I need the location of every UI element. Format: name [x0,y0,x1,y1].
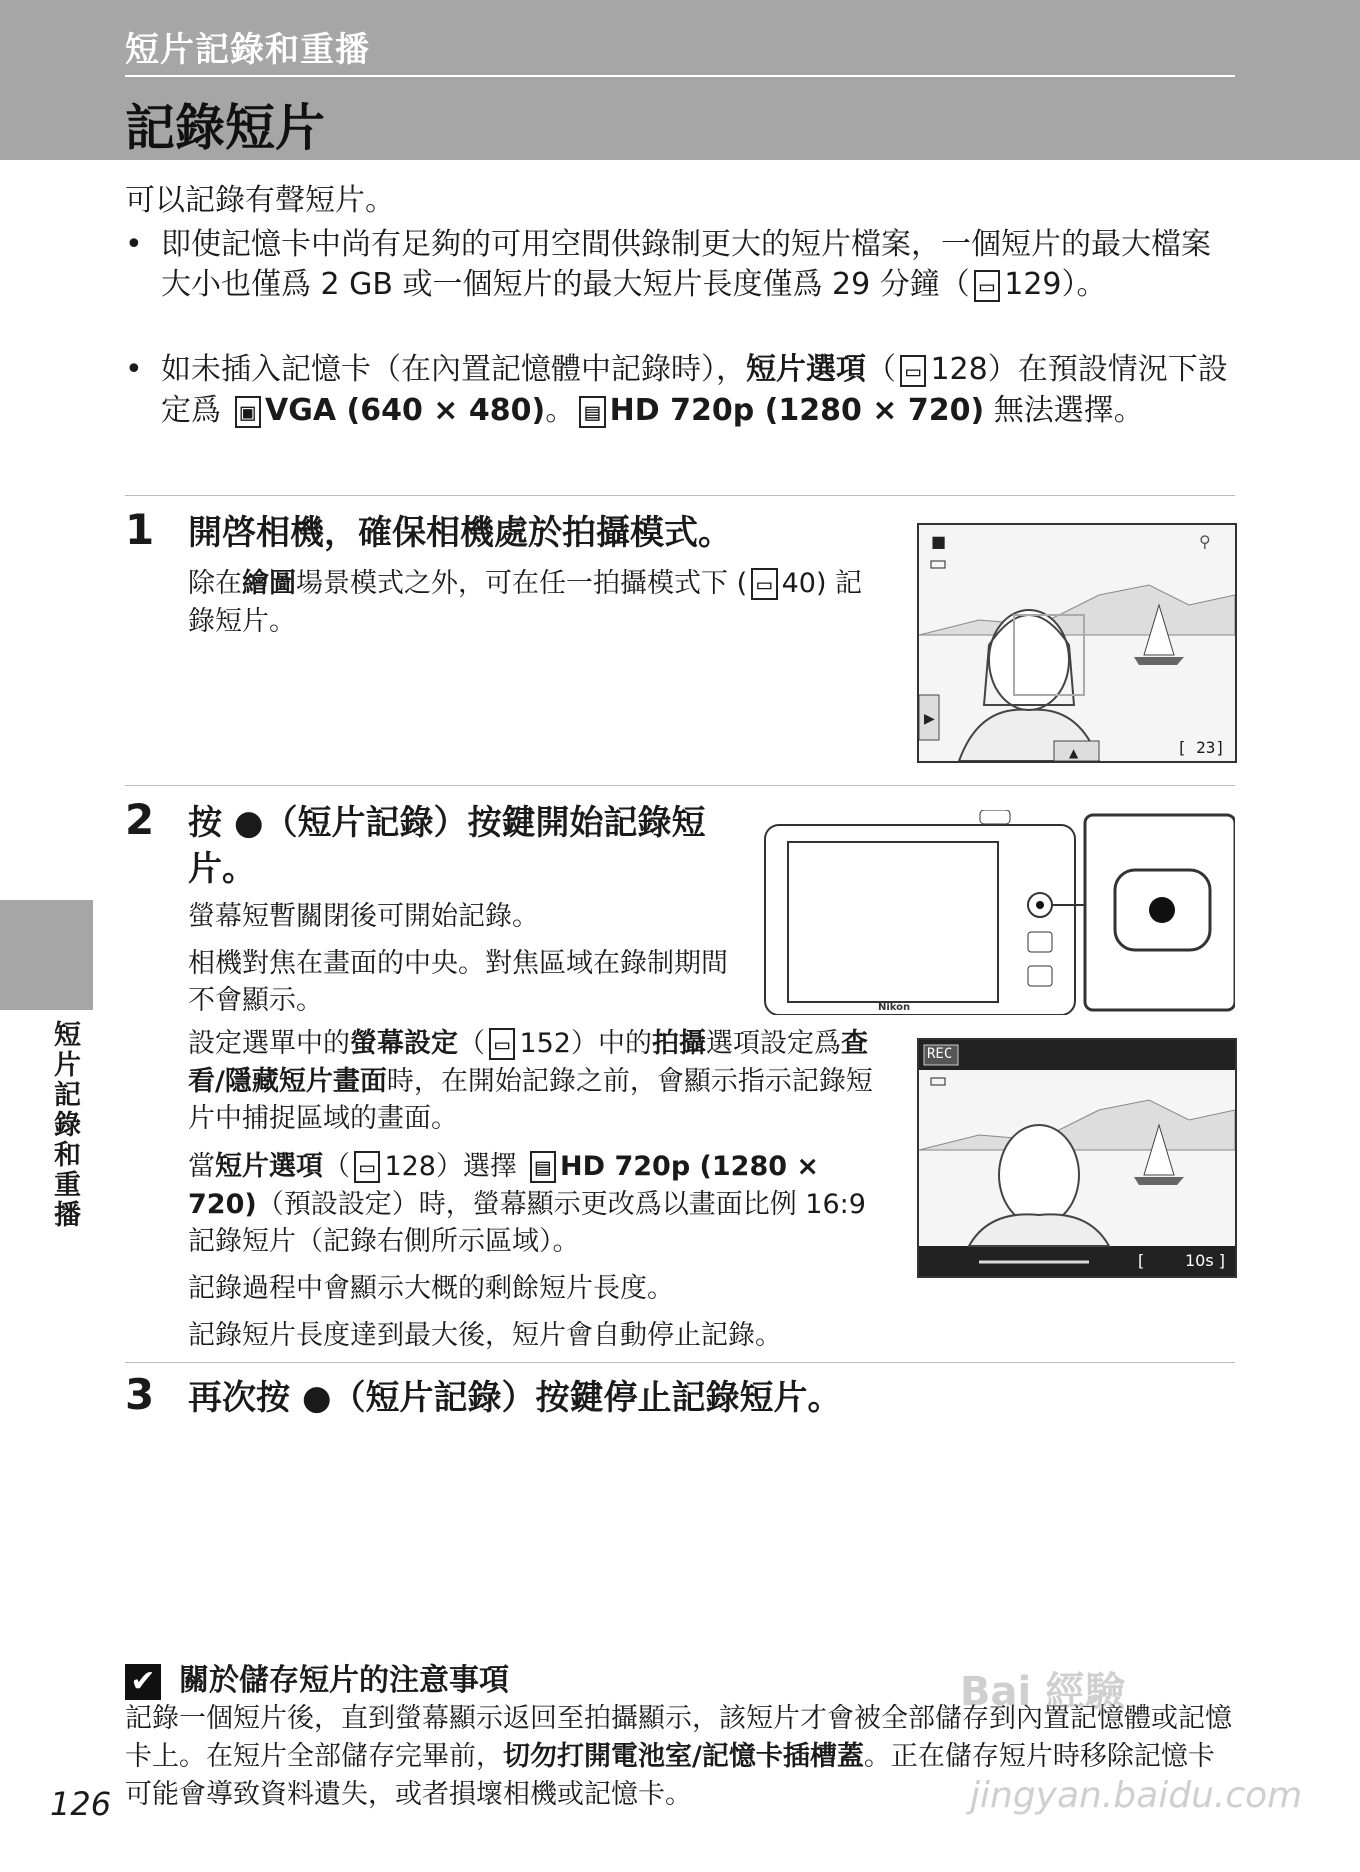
bullet-dot: • [125,352,143,387]
text: ）中的 [571,1028,652,1059]
drawing-label: 繪圖 [242,568,296,599]
hd720-icon: ▤ [530,1151,556,1183]
book-ref-icon: ▭ [489,1028,515,1060]
hd720-label: HD 720p (1280 × 720) [609,393,985,428]
step-3-number: 3 [125,1370,155,1419]
vga-icon: ▣ [235,396,261,428]
step-2-para-3 [188,1025,888,1137]
text: 時，在開始記錄之前，會顯示指示記錄短片中捕捉區域的畫面。 [188,1066,873,1134]
divider [125,1362,1235,1363]
intro-text: 可以記錄有聲短片。 [125,183,395,218]
bullet-text: ）在預設情況下設定爲 [161,352,1228,428]
book-ref-icon: ▭ [751,568,777,600]
book-ref-icon: ▭ [354,1151,380,1183]
warning-bold: 切勿打開電池室/記憶卡插槽蓋 [503,1741,864,1772]
page-ref: 128 [930,352,988,387]
monitor-settings-label: 螢幕設定 [350,1028,458,1059]
step-1-number: 1 [125,505,155,554]
vga-label: VGA (640 × 480) [265,393,546,428]
step-1-text [188,565,888,640]
text: （預設設定）時，螢幕顯示更改爲以畫面比例 16:9 記錄短片（記錄右側所示區域）。 [188,1189,866,1257]
shooting-label: 拍攝 [652,1028,706,1059]
bullet-1 [125,225,1235,306]
step-2-para-4 [188,1148,888,1260]
shots-remaining: [ 23] [1176,738,1225,757]
note-title-text: 關於儲存短片的注意事項 [179,1663,509,1698]
page-number: 126 [50,1785,112,1823]
step-2-para-2: 相機對焦在畫面的中央。對焦區域在錄制期間不會顯示。 [188,948,728,1016]
bullet-text: （ [866,352,896,387]
header-band [0,0,1360,160]
svg-text:⚲: ⚲ [1199,532,1211,551]
divider [125,495,1235,496]
text: 除在 [188,568,242,599]
header-rule [125,75,1235,77]
bullet-2 [125,350,1235,432]
watermark-url: jingyan.baidu.com [970,1775,1303,1816]
hd720-icon: ▤ [579,396,605,428]
shots-counter: 23 [1196,738,1216,757]
bullet-dot: • [125,227,143,262]
rec-indicator: REC [927,1046,953,1062]
remaining-time: [ 10s ] [1138,1251,1225,1270]
step-2-number: 2 [125,795,155,844]
step-1-title: 開啓相機，確保相機處於拍攝模式。 [188,513,732,553]
hd720-label: HD 720p (1280 × 720) [188,1151,820,1220]
page-title: 記錄短片 [125,99,325,157]
page-ref: 152 [519,1028,571,1059]
note-title [125,1655,509,1700]
bullet-text: 。 [545,393,576,428]
recording-scene-illustration [919,1040,1235,1276]
step-2-para-6: 記錄短片長度達到最大後，短片會自動停止記錄。 [188,1320,782,1351]
page-ref: 128 [384,1151,436,1182]
page-ref: 40 [781,568,816,599]
bullet-text: 無法選擇。 [984,393,1144,428]
time-value: 10s [1184,1251,1214,1270]
book-ref-icon: ▭ [900,355,926,387]
text: 設定選單中的 [188,1028,350,1059]
page-ref: 129 [1004,267,1062,302]
camera-back-illustration [760,810,1235,1015]
side-tab-label: 短片記錄和重播 [49,1020,80,1230]
text: （ [323,1151,350,1182]
watermark-logo: Bai 經驗 [960,1669,1126,1715]
text: （ [458,1028,485,1059]
bullet-tail: ）。 [1061,267,1107,302]
chapter-title: 短片記錄和重播 [125,30,370,70]
text: 記錄一個短片後，直到螢幕顯示返回至拍攝顯示，該短片才會被全部儲存到內置記憶體或記憶卡上。在短片全部儲存完畢前， [125,1703,1232,1772]
checkmark-icon: ✔ [125,1664,161,1700]
movie-record-button-icon [1149,897,1175,923]
bullet-text: 如未插入記憶卡（在內置記憶體中記錄時）， [161,352,746,387]
svg-text:■: ■ [931,532,947,551]
movie-options-label: 短片選項 [215,1151,323,1182]
text: 場景模式之外，可在任一拍攝模式下 ( [296,568,748,599]
movie-options-label: 短片選項 [746,352,866,387]
text: 。正在儲存短片時移除記憶卡可能會導致資料遺失，或者損壞相機或記憶卡。 [125,1741,1215,1810]
side-tab [0,900,93,1010]
show-hide-label: 查看/隱藏短片畫面 [188,1028,868,1097]
step-2-para-1: 螢幕短暫關閉後可開始記錄。 [188,901,539,932]
camera-screen-recording [917,1038,1237,1278]
step-2-title: 按 ●（短片記錄）按鍵開始記錄短片。 [188,803,706,889]
bullet-text: 即使記憶卡中尚有足夠的可用空間供錄制更大的短片檔案，一個短片的最大檔案大小也僅爲 2 GB 或一個短片的最大短片長度僅爲 29 分鐘（ [161,227,1211,302]
svg-text:▶: ▶ [924,711,935,727]
step-3-title: 再次按 ●（短片記錄）按鍵停止記錄短片。 [188,1378,842,1418]
svg-text:▲: ▲ [1069,746,1079,760]
camera-screen-shooting [917,523,1237,763]
text: 選項設定爲 [706,1028,841,1059]
text: ）選擇 [436,1151,526,1182]
divider [125,785,1235,786]
book-ref-icon: ▭ [974,270,1000,302]
text: 當 [188,1151,215,1182]
camera-brand: Nikon [878,1002,911,1013]
text: ) 記錄短片。 [188,568,863,637]
scene-illustration [919,525,1235,761]
step-2-para-5: 記錄過程中會顯示大概的剩餘短片長度。 [188,1273,674,1304]
